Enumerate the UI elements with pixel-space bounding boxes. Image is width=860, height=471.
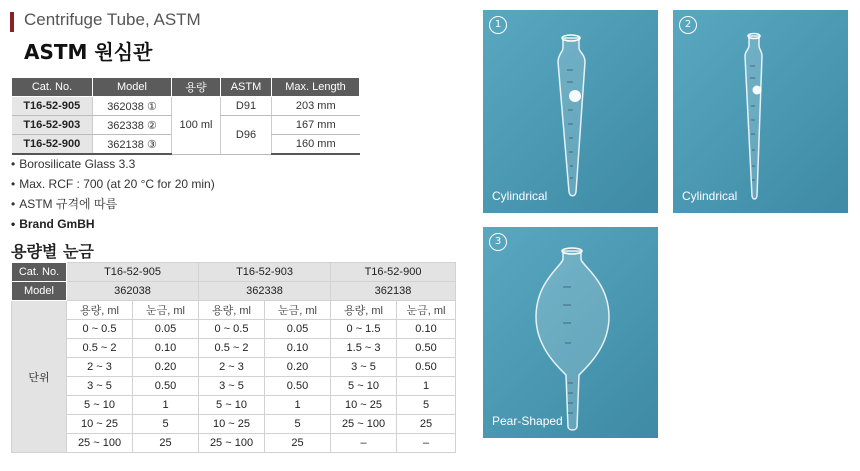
cell: 0.5 ~ 2 (67, 339, 133, 358)
cell: 25 (265, 434, 331, 453)
feature-list (11, 154, 215, 234)
model: 362138 ③ (93, 135, 172, 155)
cat-no: T16-52-905 (67, 263, 199, 282)
grad-model-row (12, 282, 456, 301)
title-korean: ASTM 원심관 (24, 40, 153, 64)
tube-photo-1 (483, 10, 658, 213)
cell: 0 ~ 1.5 (331, 320, 397, 339)
title-accent-bar (10, 12, 14, 32)
header-max-length: Max. Length (272, 78, 360, 97)
cell: 3 ~ 5 (199, 377, 265, 396)
table-row (12, 415, 456, 434)
photo-label: Cylindrical (682, 189, 738, 203)
cell: 0.10 (133, 339, 199, 358)
cell: 5 ~ 10 (199, 396, 265, 415)
header-model: Model (93, 78, 172, 97)
model: 362338 (199, 282, 331, 301)
cell: 10 ~ 25 (67, 415, 133, 434)
col-volume: 용량, ml (331, 301, 397, 320)
cat-no: T16-52-903 (199, 263, 331, 282)
table-row (12, 396, 456, 415)
cell: 0.10 (397, 320, 456, 339)
max-length: 167 mm (272, 116, 360, 135)
model: 362138 (331, 282, 456, 301)
photo-label: Pear-Shaped (492, 414, 563, 428)
cell: 0.10 (265, 339, 331, 358)
unit-label: 단위 (12, 301, 67, 453)
cell: 1.5 ~ 3 (331, 339, 397, 358)
table-row (12, 97, 360, 116)
cell: 0.50 (133, 377, 199, 396)
cell: 25 (133, 434, 199, 453)
cell: 25 ~ 100 (199, 434, 265, 453)
header-capacity: 용량 (172, 78, 221, 97)
list-item: • Borosilicate Glass 3.3 (11, 154, 215, 174)
model: 362038 (67, 282, 199, 301)
photo-number-badge: 3 (489, 233, 507, 251)
cell: 0 ~ 0.5 (199, 320, 265, 339)
cell: 5 (265, 415, 331, 434)
photo-number-badge: 1 (489, 16, 507, 34)
cell: 0.50 (397, 358, 456, 377)
table-row (12, 434, 456, 453)
tube-photo-3 (483, 227, 658, 438)
model-label: Model (12, 282, 67, 301)
astm: D91 (221, 97, 272, 116)
cell: 2 ~ 3 (199, 358, 265, 377)
spec-table-header (12, 78, 360, 97)
cell: 10 ~ 25 (331, 396, 397, 415)
list-item: • Brand GmBH (11, 214, 215, 234)
cell: 0.20 (133, 358, 199, 377)
cylindrical-tube-image (483, 10, 658, 213)
cell: 0.5 ~ 2 (199, 339, 265, 358)
cell: 0 ~ 0.5 (67, 320, 133, 339)
model: 362338 ② (93, 116, 172, 135)
cell: 5 ~ 10 (331, 377, 397, 396)
tube-photo-2 (673, 10, 848, 213)
pear-shaped-tube-image (483, 227, 658, 438)
cell: 10 ~ 25 (199, 415, 265, 434)
cell: 0.50 (265, 377, 331, 396)
photo-label: Cylindrical (492, 189, 548, 203)
table-row (12, 358, 456, 377)
cell: 0.50 (397, 339, 456, 358)
cat-no: T16-52-900 (331, 263, 456, 282)
cell: 2 ~ 3 (67, 358, 133, 377)
cell: 25 ~ 100 (67, 434, 133, 453)
cell: 3 ~ 5 (67, 377, 133, 396)
cell: 25 ~ 100 (331, 415, 397, 434)
cat-no: T16-52-903 (12, 116, 93, 135)
grad-subheader-row (12, 301, 456, 320)
cell: 0.05 (133, 320, 199, 339)
cell: 5 (397, 396, 456, 415)
cell: 0.05 (265, 320, 331, 339)
col-volume: 용량, ml (67, 301, 133, 320)
table-row (12, 377, 456, 396)
header-cat-no: Cat. No. (12, 78, 93, 97)
cell: 1 (265, 396, 331, 415)
col-graduation: 눈금, ml (265, 301, 331, 320)
cylindrical-tube-image (673, 10, 848, 213)
capacity: 100 ml (172, 97, 221, 155)
photo-number-badge: 2 (679, 16, 697, 34)
astm: D96 (221, 116, 272, 155)
cell: 1 (133, 396, 199, 415)
table-row (12, 320, 456, 339)
col-graduation: 눈금, ml (133, 301, 199, 320)
col-volume: 용량, ml (199, 301, 265, 320)
model: 362038 ① (93, 97, 172, 116)
cat-label: Cat. No. (12, 263, 67, 282)
graduation-section-title: 용량별 눈금 (11, 242, 94, 261)
cell: – (331, 434, 397, 453)
cell: 0.20 (265, 358, 331, 377)
title-english: Centrifuge Tube, ASTM (24, 10, 201, 29)
max-length: 160 mm (272, 135, 360, 155)
cell: 25 (397, 415, 456, 434)
spec-table (11, 77, 360, 155)
cat-no: T16-52-900 (12, 135, 93, 155)
col-graduation: 눈금, ml (397, 301, 456, 320)
graduation-table (11, 262, 456, 453)
list-item: • Max. RCF : 700 (at 20 °C for 20 min) (11, 174, 215, 194)
table-row (12, 339, 456, 358)
cell: – (397, 434, 456, 453)
header-astm: ASTM (221, 78, 272, 97)
cell: 5 ~ 10 (67, 396, 133, 415)
max-length: 203 mm (272, 97, 360, 116)
cell: 1 (397, 377, 456, 396)
grad-cat-row (12, 263, 456, 282)
cell: 3 ~ 5 (331, 358, 397, 377)
cat-no: T16-52-905 (12, 97, 93, 116)
cell: 5 (133, 415, 199, 434)
list-item: • ASTM 규격에 따름 (11, 194, 215, 214)
